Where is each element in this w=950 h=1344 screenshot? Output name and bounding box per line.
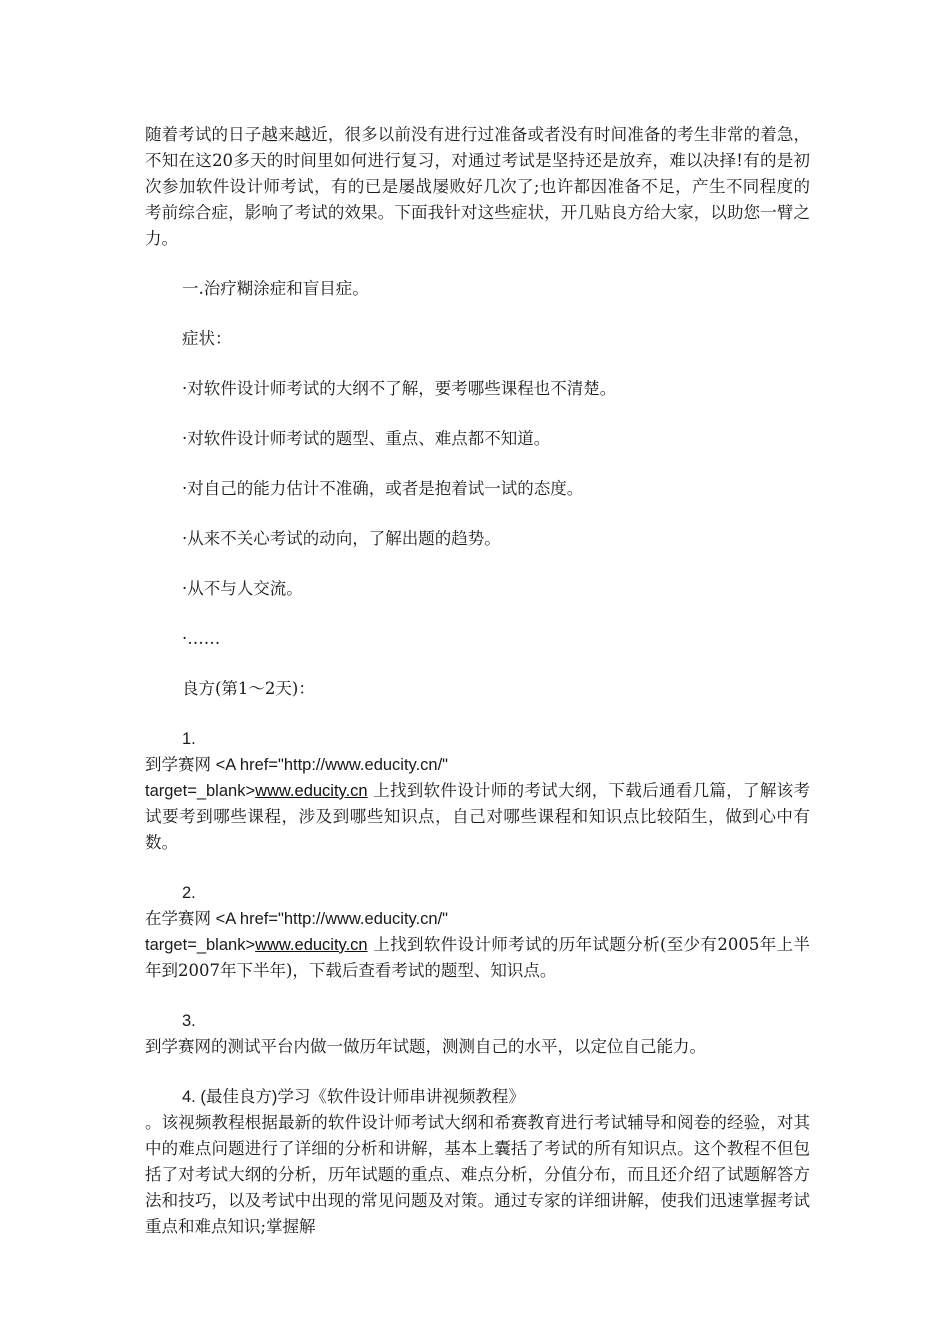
item-number: 2. (182, 884, 196, 902)
remedy-label: 良方(第1～2天)： (182, 679, 315, 698)
item-body (145, 932, 810, 984)
item-heading: 4. (最佳良方)学习《软件设计师串讲视频教程》 (182, 1088, 525, 1106)
symptom-item: ·对软件设计师考试的大纲不了解，要考哪些课程也不清楚。 (182, 379, 617, 398)
section-title: 一.治疗糊涂症和盲目症。 (182, 279, 369, 298)
intro-paragraph: 随着考试的日子越来越近，很多以前没有进行过准备或者没有时间准备的考生非常的着急，不知在这20多天的时间里如何进行复习，对通过考试是坚持还是放弃，难以决择!有的是初次参加软件设计师考试，有的已是屡战屡败好几次了;也许都因准备不足，产生不同程度的考前综合症，影响了考试的效果。下面我针对这些症状，开几贴良方给大家，以助您一臂之力。 (145, 125, 810, 248)
symptom-item: ·对自己的能力估计不准确，或者是抱着试一试的态度。 (182, 479, 584, 498)
item-target: target=_blank> (145, 936, 256, 954)
remedy-item-3 (145, 1008, 810, 1060)
educity-link[interactable]: www.educity.cn (255, 782, 368, 800)
item-number: 3. (182, 1012, 196, 1030)
item-text: 上找到软件设计师考试的历年试题分析(至少有2005年上半年到2007年下半年)，下载后查看考试的题型、知识点。 (145, 935, 810, 980)
document-body (145, 122, 810, 1240)
symptom-item: ·从来不关心考试的动向，了解出题的趋势。 (182, 529, 501, 548)
item-text: 到学赛网的测试平台内做一做历年试题，测测自己的水平，以定位自己能力。 (145, 1037, 706, 1056)
item-text: 。该视频教程根据最新的软件设计师考试大纲和希赛教育进行考试辅导和阅卷的经验，对其中的难点问题进行了详细的分析和讲解，基本上囊括了考试的所有知识点。这个教程不但包括了对考试大纲的分析，历年试题的重点、难点分析，分值分布，而且还介绍了试题解答方法和技巧，以及考试中出现的常见问题及对策。通过专家的详细讲解，使我们迅速掌握考试重点和难点知识;掌握解 (145, 1113, 810, 1236)
remedy-item-1 (145, 726, 810, 856)
symptom-item: ·…… (182, 629, 221, 648)
item-body (145, 778, 810, 856)
item-target: target=_blank> (145, 782, 256, 800)
item-prefix: 到学赛网 <A href="http://www.educity.cn/" (145, 756, 449, 774)
remedy-item-2 (145, 880, 810, 984)
educity-link[interactable]: www.educity.cn (255, 936, 368, 954)
item-number: 1. (182, 730, 196, 748)
item-text: 上找到软件设计师的考试大纲，下载后通看几篇，了解该考试要考到哪些课程，涉及到哪些知识点，自己对哪些课程和知识点比较陌生，做到心中有数。 (145, 781, 810, 852)
symptoms-label: 症状： (182, 329, 232, 348)
symptom-item: ·从不与人交流。 (182, 579, 303, 598)
remedy-item-4 (145, 1084, 810, 1240)
item-prefix: 在学赛网 <A href="http://www.educity.cn/" (145, 910, 449, 928)
symptom-item: ·对软件设计师考试的题型、重点、难点都不知道。 (182, 429, 551, 448)
